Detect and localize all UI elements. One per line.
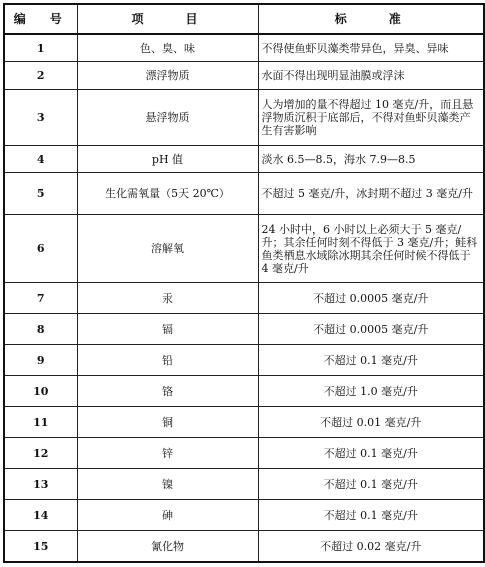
row-number: 10 bbox=[4, 376, 77, 407]
row-item: 锌 bbox=[77, 438, 258, 469]
table-row bbox=[4, 283, 484, 314]
row-item: pH 值 bbox=[77, 145, 258, 173]
row-number: 2 bbox=[4, 62, 77, 90]
row-standard: 不得使鱼虾贝藻类带异色，异臭、异味 bbox=[258, 34, 484, 62]
row-standard: 不超过 1.0 毫克/升 bbox=[258, 376, 484, 407]
table-row bbox=[4, 345, 484, 376]
table-row bbox=[4, 62, 484, 90]
row-standard: 不超过 0.1 毫克/升 bbox=[258, 500, 484, 531]
table-row bbox=[4, 407, 484, 438]
row-standard: 不超过 0.1 毫克/升 bbox=[258, 438, 484, 469]
row-item: 铜 bbox=[77, 407, 258, 438]
row-standard: 不超过 0.02 毫克/升 bbox=[258, 531, 484, 562]
row-standard: 不超过 0.1 毫克/升 bbox=[258, 469, 484, 500]
row-standard: 不超过 5 毫克/升，冰封期不超过 3 毫克/升 bbox=[258, 173, 484, 215]
row-standard: 淡水 6.5—8.5，海水 7.9—8.5 bbox=[258, 145, 484, 173]
table-row bbox=[4, 90, 484, 146]
table-body bbox=[4, 34, 484, 562]
header-standard: 标 准 bbox=[258, 4, 484, 34]
row-item: 镉 bbox=[77, 314, 258, 345]
row-standard: 水面不得出现明显油膜或浮沫 bbox=[258, 62, 484, 90]
table-row bbox=[4, 34, 484, 62]
table-row bbox=[4, 215, 484, 283]
row-item: 氰化物 bbox=[77, 531, 258, 562]
row-number: 6 bbox=[4, 215, 77, 283]
table-row bbox=[4, 438, 484, 469]
row-standard: 24 小时中，6 小时以上必须大于 5 毫克/升；其余任何时刻不得低于 3 毫克/升；鲑科鱼类栖息水域除冰期其余任何时候不得低于 4 毫克/升 bbox=[258, 215, 484, 283]
row-standard: 不超过 0.0005 毫克/升 bbox=[258, 283, 484, 314]
table-row bbox=[4, 145, 484, 173]
table-row bbox=[4, 173, 484, 215]
row-item: 生化需氧量（5天 20℃） bbox=[77, 173, 258, 215]
row-number: 1 bbox=[4, 34, 77, 62]
row-item: 漂浮物质 bbox=[77, 62, 258, 90]
row-standard: 不超过 0.01 毫克/升 bbox=[258, 407, 484, 438]
row-number: 14 bbox=[4, 500, 77, 531]
row-item: 镍 bbox=[77, 469, 258, 500]
table-header-row bbox=[4, 4, 484, 34]
table-row bbox=[4, 500, 484, 531]
row-number: 3 bbox=[4, 90, 77, 146]
row-number: 12 bbox=[4, 438, 77, 469]
row-number: 5 bbox=[4, 173, 77, 215]
row-number: 8 bbox=[4, 314, 77, 345]
row-number: 13 bbox=[4, 469, 77, 500]
row-number: 15 bbox=[4, 531, 77, 562]
water-quality-standard-table bbox=[3, 3, 485, 563]
row-item: 溶解氧 bbox=[77, 215, 258, 283]
row-item: 铅 bbox=[77, 345, 258, 376]
table-row bbox=[4, 469, 484, 500]
row-standard: 不超过 0.0005 毫克/升 bbox=[258, 314, 484, 345]
row-number: 4 bbox=[4, 145, 77, 173]
table-row bbox=[4, 376, 484, 407]
row-item: 悬浮物质 bbox=[77, 90, 258, 146]
row-item: 铬 bbox=[77, 376, 258, 407]
row-number: 7 bbox=[4, 283, 77, 314]
header-item: 项 目 bbox=[77, 4, 258, 34]
row-standard: 不超过 0.1 毫克/升 bbox=[258, 345, 484, 376]
row-number: 9 bbox=[4, 345, 77, 376]
table-row bbox=[4, 314, 484, 345]
row-item: 砷 bbox=[77, 500, 258, 531]
header-number: 编 号 bbox=[4, 4, 77, 34]
row-number: 11 bbox=[4, 407, 77, 438]
row-standard: 人为增加的量不得超过 10 毫克/升，而且悬浮物质沉积于底部后，不得对鱼虾贝藻类产生有害影响 bbox=[258, 90, 484, 146]
table-row bbox=[4, 531, 484, 562]
row-item: 汞 bbox=[77, 283, 258, 314]
row-item: 色、臭、味 bbox=[77, 34, 258, 62]
